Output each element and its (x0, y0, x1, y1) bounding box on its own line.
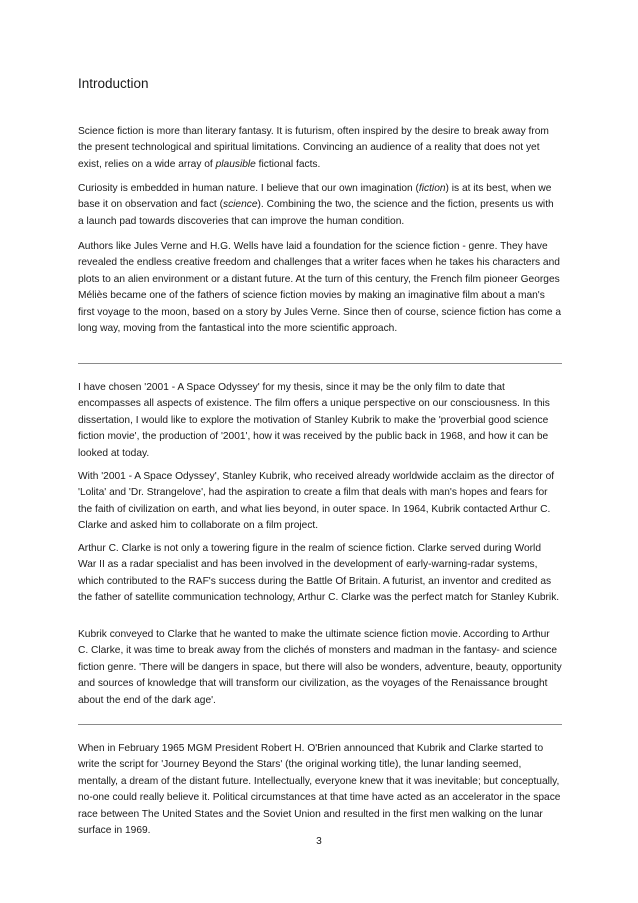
page-number: 3 (316, 836, 322, 847)
paragraph-text: ) is at its best, when we base it on observation and fact ( (78, 183, 552, 211)
paragraph-1 (78, 124, 562, 173)
paragraph-text: fictional facts. (255, 158, 321, 170)
paragraph-text: Curiosity is embedded in human nature. I believe that our own imagination ( (78, 183, 419, 194)
section-heading: Introduction (78, 76, 149, 91)
paragraph-6: Arthur C. Clarke is not only a towering figure in the realm of science fiction. Clarke served during World War II as a radar specialist and has been involved in the development of early-warning-radar systems, which contributed to the RAF's success during the Battle Of Britain. A futurist, an inventor and credited as the father of satellite communication technology, Arthur C. Clarke was the perfect match for Stanley Kubrik. (78, 543, 560, 604)
emphasis-text: science (222, 199, 258, 211)
section-divider (78, 724, 562, 725)
paragraph-8: When in February 1965 MGM President Robert H. O'Brien announced that Kubrik and Clarke started to write the script for 'Journey Beyond the Stars' (the original working title), the lunar landing seemed, mentally, a dream of the distant future. Intellectually, everyone knew that it was inevitable; but conceptually, no-one could really believe it. Political circumstances at that time have acted as an accelerator in the space race between The United States and the Soviet Union and resulted in the first men walking on the lunar surface in 1969. (78, 743, 561, 837)
paragraph-5: With '2001 - A Space Odyssey', Stanley Kubrik, who received already worldwide acclaim as the director of 'Lolita' and 'Dr. Strangelove', had the aspiration to create a film that deals with man's hopes and fears for the faith of civilization on earth, and what lies beyond, in outer space. In 1964, Kubrik contacted Arthur C. Clarke and asked him to collaborate on a film project. (78, 471, 555, 532)
paragraph-text: ). Combining the two, the science and the fiction, presents us with a launch pad towards discoveries that can improve the human condition. (78, 199, 554, 227)
emphasis-text: plausible (215, 158, 256, 170)
paragraph-text: Science fiction is more than literary fantasy. It is futurism, often inspired by the desire to break away from the present technological and spiritual limitations. Convincing an audience of a reality that does not yet exist, relies on a wide array of (78, 126, 549, 170)
paragraph-7: Kubrik conveyed to Clarke that he wanted to make the ultimate science fiction movie. According to Arthur C. Clarke, it was time to break away from the clichés of monsters and madman in the fantasy- and science fiction genre. 'There will be dangers in space, but there will also be wonders, adventure, beauty, opportunity and sources of knowledge that will transform our civilization, as the voyages of the Renaissance brought about the end of the dark age'. (78, 629, 562, 706)
section-divider (78, 363, 562, 364)
paragraph-2 (78, 181, 562, 230)
paragraph-4: I have chosen '2001 - A Space Odyssey' for my thesis, since it may be the only film to date that encompasses all aspects of existence. The film offers a unique perspective on our consciousness. In this dissertation, I would like to explore the motivation of Stanley Kubrik to make the 'proverbial good science fiction movie', the production of '2001', how it was received by the public back in 1968, and how it can be looked at today. (78, 382, 550, 459)
paragraph-3: Authors like Jules Verne and H.G. Wells have laid a foundation for the science fiction - genre. They have revealed the endless creative freedom and challenges that a writer faces when he takes his characters and plots to an alien environment or a distant future. At the turn of this century, the French film pioneer Georges Méliès became one of the fathers of science fiction movies by making an imaginative film about a man's first voyage to the moon, based on a story by Jules Verne. Since then of course, science fiction has come a long way, moving from the fantastical into the more scientific approach. (78, 241, 562, 335)
emphasis-text: fiction (418, 183, 446, 194)
